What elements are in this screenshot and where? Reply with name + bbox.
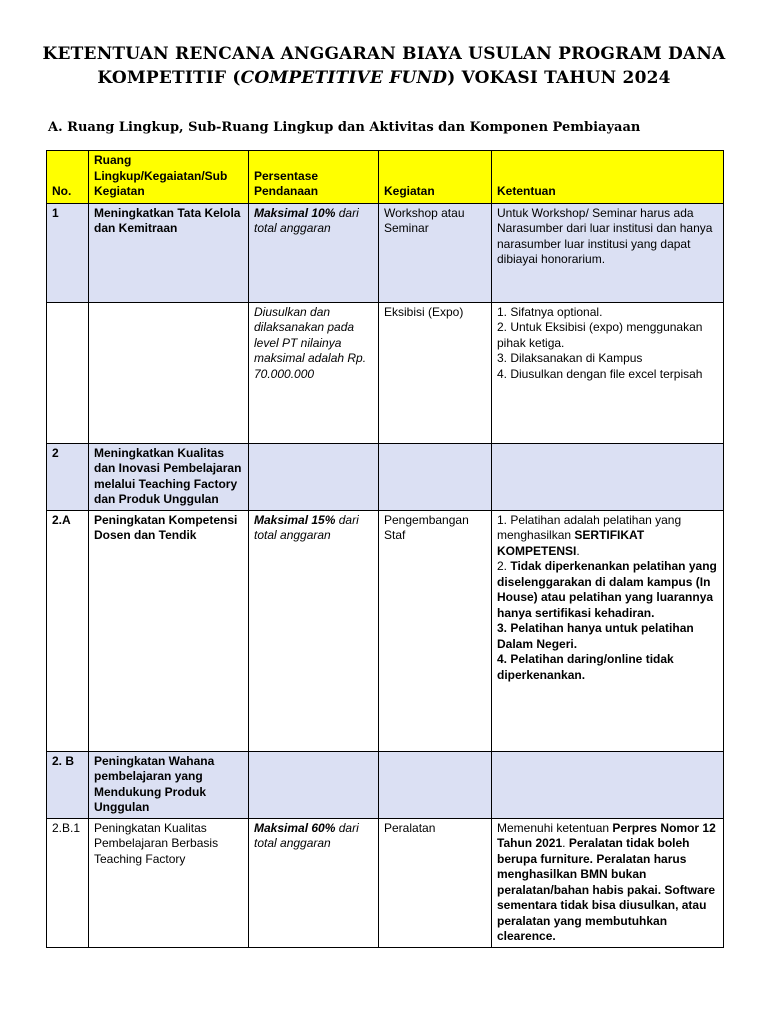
- header-no: No.: [47, 151, 89, 204]
- cell-kegiatan: Eksibisi (Expo): [379, 302, 492, 443]
- text-span: .: [562, 836, 569, 850]
- persen-rest: dari total anggaran: [254, 512, 359, 542]
- cell-ketentuan: [492, 510, 724, 751]
- table-row: [47, 510, 724, 751]
- cell-kegiatan: Peralatan: [379, 818, 492, 947]
- header-ketentuan: Ketentuan: [492, 151, 724, 204]
- cell-ruang: Meningkatkan Kualitas dan Inovasi Pembelajaran melalui Teaching Factory dan Produk Unggulan: [89, 443, 249, 510]
- cell-no: 1: [47, 203, 89, 302]
- ketentuan-item: 3. Dilaksanakan di Kampus: [497, 351, 643, 365]
- cell-no: 2. B: [47, 751, 89, 818]
- text-span: Memenuhi ketentuan: [497, 820, 613, 835]
- budget-table: [46, 150, 724, 948]
- cell-kegiatan: Pengembangan Staf: [379, 510, 492, 751]
- section-heading: A. Ruang Lingkup, Sub-Ruang Lingkup dan Aktivitas dan Komponen Pembiayaan: [48, 120, 641, 135]
- text-span: 2.: [497, 559, 511, 573]
- cell-persentase: [249, 818, 379, 947]
- ketentuan-item: 2. Untuk Eksibisi (expo) menggunakan pihak ketiga.: [497, 320, 703, 350]
- cell-ruang: Peningkatan Kompetensi Dosen dan Tendik: [89, 510, 249, 751]
- persen-bold: Maksimal 10%: [254, 205, 336, 220]
- cell-ketentuan: [492, 302, 724, 443]
- text-span: .: [576, 543, 580, 558]
- table-row: [47, 818, 724, 947]
- ketentuan-item: 4. Diusulkan dengan file excel terpisah: [497, 366, 703, 381]
- cell-no: 2: [47, 443, 89, 510]
- table-row: [47, 302, 724, 443]
- persen-bold: Maksimal 15%: [254, 512, 336, 527]
- cell-ketentuan: [492, 751, 724, 818]
- title-line-1: KETENTUAN RENCANA ANGGARAN BIAYA USULAN PROGRAM DANA: [42, 44, 726, 64]
- table-row: [47, 443, 724, 510]
- ketentuan-item: [497, 513, 718, 560]
- title-line-2-italic: COMPETITIVE FUND: [240, 68, 448, 88]
- title-line-2: [40, 66, 728, 90]
- cell-persentase: [249, 510, 379, 751]
- table-header-row: [47, 151, 724, 204]
- cell-kegiatan: Workshop atau Seminar: [379, 203, 492, 302]
- cell-persentase: [249, 203, 379, 302]
- cell-ruang: [89, 302, 249, 443]
- cell-ruang: Meningkatkan Tata Kelola dan Kemitraan: [89, 203, 249, 302]
- persen-rest: dari total anggaran: [254, 820, 359, 850]
- table-row: [47, 751, 724, 818]
- text-span-bold: Peralatan tidak boleh berupa furniture. Peralatan harus menghasilkan BMN bukan peralatan/bahan habis pakai. Software sementara tidak bisa diusulkan, atau peralatan yang membutuhkan clearence.: [497, 836, 716, 943]
- header-persentase: Persentase Pendanaan: [249, 151, 379, 204]
- cell-kegiatan: [379, 751, 492, 818]
- text-span: 1. Pelatihan adalah pelatihan yang menghasilkan: [497, 512, 682, 542]
- persen-bold: Maksimal 60%: [254, 820, 336, 835]
- cell-ketentuan: Untuk Workshop/ Seminar harus ada Narasumber dari luar institusi dan hanya narasumber luar institusi yang dapat dibiayai honorarium.: [492, 203, 724, 302]
- ketentuan-item: [497, 559, 718, 621]
- persen-rest: dari total anggaran: [254, 205, 359, 235]
- cell-persentase: [249, 751, 379, 818]
- header-ruang-lingkup: Ruang Lingkup/Kegaiatan/Sub Kegiatan: [89, 151, 249, 204]
- cell-ruang: Peningkatan Wahana pembelajaran yang Mendukung Produk Unggulan: [89, 751, 249, 818]
- ketentuan-item: 3. Pelatihan hanya untuk pelatihan Dalam Negeri.: [497, 621, 694, 651]
- cell-no: 2.A: [47, 510, 89, 751]
- text-span-bold: SERTIFIKAT KOMPETENSI: [497, 528, 645, 558]
- text-span-bold: Perpres Nomor 12 Tahun 2021: [497, 820, 716, 850]
- cell-kegiatan: [379, 443, 492, 510]
- header-kegiatan: Kegiatan: [379, 151, 492, 204]
- ketentuan-item: 1. Sifatnya optional.: [497, 304, 603, 319]
- document-title: [40, 42, 728, 90]
- text-span-bold: Tidak diperkenankan pelatihan yang diselenggarakan di dalam kampus (In House) atau pelatihan yang luarannya hanya sertifikasi kehadiran.: [497, 559, 717, 620]
- title-line-2-pre: KOMPETITIF (: [97, 68, 241, 88]
- cell-ketentuan: [492, 818, 724, 947]
- table-row: [47, 203, 724, 302]
- cell-ketentuan: [492, 443, 724, 510]
- cell-persentase: [249, 443, 379, 510]
- cell-ruang: Peningkatan Kualitas Pembelajaran Berbasis Teaching Factory: [89, 818, 249, 947]
- cell-no: [47, 302, 89, 443]
- cell-no: 2.B.1: [47, 818, 89, 947]
- title-line-2-post: ) VOKASI TAHUN 2024: [447, 68, 671, 88]
- ketentuan-item: 4. Pelatihan daring/online tidak diperkenankan.: [497, 652, 674, 682]
- cell-persentase: Diusulkan dan dilaksanakan pada level PT nilainya maksimal adalah Rp. 70.000.000: [249, 302, 379, 443]
